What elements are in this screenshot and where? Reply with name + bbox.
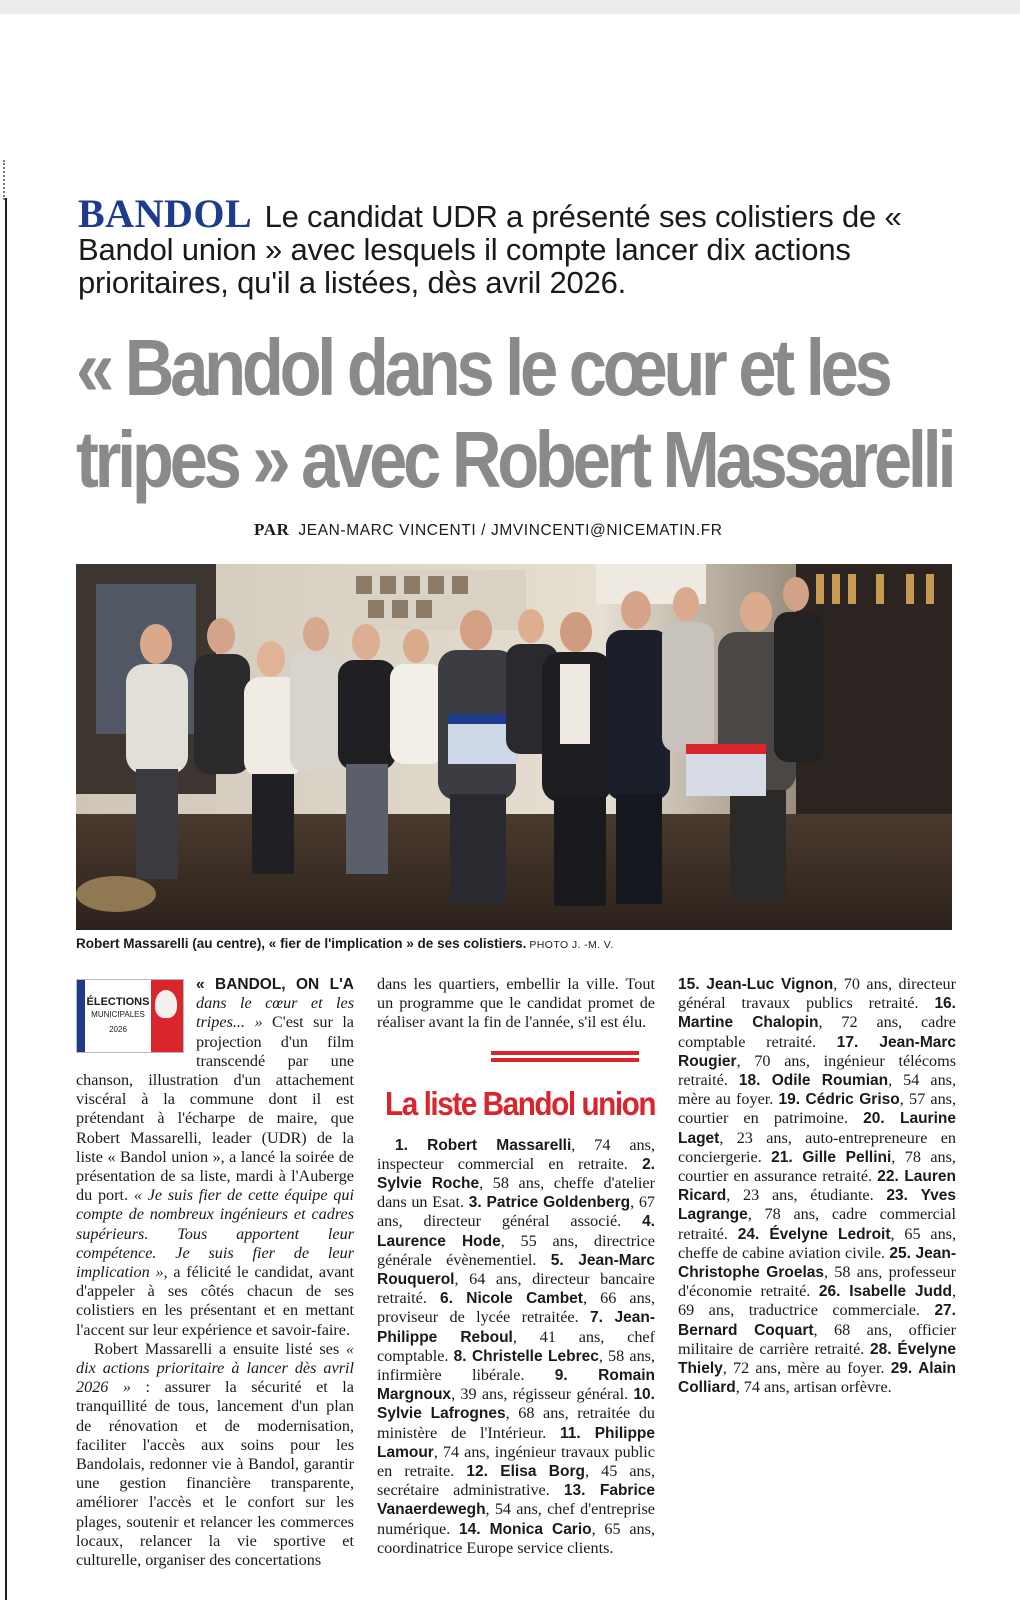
member-name: 2. Sylvie Roche: [377, 1155, 655, 1193]
member-details: , 66 ans, proviseur de lycée retraitée.: [377, 1289, 656, 1327]
article-column-2: [377, 975, 655, 1558]
left-rule: [5, 198, 7, 1600]
member-details: , 68 ans, retraitée du ministère de l'Intérieur.: [377, 1404, 656, 1442]
byline-prefix: PAR: [254, 520, 290, 539]
member-name: 20. Laurine Laget: [678, 1110, 956, 1147]
kicker-place: BANDOL: [78, 191, 253, 236]
member-name: 18. Odile Roumian: [738, 1072, 889, 1090]
member-name: 11. Philippe Lamour: [377, 1424, 656, 1461]
lead-caps: « BANDOL, ON L'A: [196, 976, 354, 993]
p2-quote: « dix actions prioritaire à lancer dès avril 2026 »: [76, 1339, 354, 1397]
member-name: 4. Laurence Hode: [377, 1213, 655, 1250]
lead-quote: dans le cœur et les tripes... »: [196, 994, 354, 1032]
member-details: , 72 ans, mère au foyer.: [722, 1359, 891, 1378]
byline: [254, 520, 954, 540]
member-details: , 54 ans, mère au foyer.: [678, 1071, 957, 1109]
member-details: , 64 ans, directeur bancaire retraité.: [377, 1270, 655, 1308]
member-details: , 65 ans, cheffe de cabine aviation civile.: [678, 1224, 957, 1262]
member-name: 29. Alain Colliard: [678, 1360, 956, 1397]
member-details: , 23 ans, auto-entrepreneure en conciergerie.: [678, 1128, 956, 1166]
p2-text-continued: dans les quartiers, embellir la ville. Tout un programme que le candidat promet de réaliser avant la fin de l'année, s'il est élu.: [377, 975, 655, 1032]
article-paragraph-2: [76, 1340, 354, 1570]
member-name: 26. Isabelle Judd: [818, 1283, 952, 1301]
p2-text-a: Robert Massarelli a ensuite listé ses: [94, 1339, 346, 1358]
byline-author: JEAN-MARC VINCENTI / JMVINCENTI@NICEMATIN.FR: [298, 522, 723, 539]
member-details: , 70 ans, ingénieur télécoms retraité.: [678, 1051, 956, 1090]
member-name: 15. Jean-Luc Vignon: [678, 976, 834, 993]
top-bar: [0, 0, 1020, 14]
p1-text-b: , a félicité le candidat, avant d'appeler à ses côtés chacun de ses colistiers en les présentant et en mettant l'accent sur leur expérience et savoir-faire.: [76, 1263, 354, 1339]
badge-line1: ÉLECTIONS: [86, 996, 150, 1008]
member-list: [377, 1136, 655, 1558]
member-name: 8. Christelle Lebrec: [453, 1347, 599, 1365]
member-details: , 78 ans, cadre commercial retraité.: [678, 1205, 956, 1243]
member-name: 16. Martine Chalopin: [678, 995, 956, 1032]
caption-credit: PHOTO J. -M. V.: [529, 939, 614, 951]
photo-caption: [76, 936, 956, 951]
member-details: , 41 ans, chef comptable.: [377, 1327, 655, 1365]
member-details: , 55 ans, directrice générale évènementiel.: [377, 1231, 655, 1269]
member-details: , 58 ans, infirmière libérale.: [377, 1346, 656, 1385]
member-name: 27. Bernard Coquart: [678, 1302, 956, 1339]
member-name: 24. Évelyne Ledroit: [737, 1225, 891, 1243]
member-name: 21. Gille Pellini: [771, 1148, 892, 1166]
member-details: , 74 ans, artisan orfèvre.: [735, 1378, 892, 1397]
marianne-icon: [155, 990, 177, 1018]
badge-blue-stripe: [77, 980, 85, 1052]
member-name: 1. Robert Massarelli: [395, 1136, 572, 1154]
member-name: 6. Nicole Cambet: [439, 1290, 583, 1308]
member-name: 12. Elisa Borg: [466, 1463, 585, 1481]
photo-illustration: [76, 564, 952, 930]
member-details: , 69 ans, traductrice commerciale.: [678, 1282, 956, 1320]
member-name: 23. Yves Lagrange: [678, 1187, 957, 1224]
member-details: , 70 ans, directeur général travaux publics retraité.: [678, 975, 956, 1013]
article-column-3: [678, 975, 956, 1397]
member-name: 25. Jean-Christophe Groelas: [678, 1244, 956, 1282]
p1-text-a: C'est sur la projection d'un film transcendé par une chanson, illustration d'un attachement viscéral à la commune dont il est prétendant à l'écharpe de maire, que Robert Massarelli, leader (UDR) de la liste « Bandol union », a lancé la soirée de présentation de sa liste, mardi à l'Auberge du port.: [76, 1013, 354, 1205]
member-details: , 78 ans, courtier en assurance retraité.: [678, 1147, 956, 1186]
member-details: , 72 ans, cadre comptable retraité.: [678, 1013, 956, 1051]
article-paragraph-2-continued: [377, 975, 655, 1033]
member-details: , 68 ans, officier militaire de carrière retraité.: [678, 1320, 956, 1358]
member-name: 14. Monica Cario: [459, 1520, 592, 1538]
kicker: [78, 191, 958, 300]
dotted-margin: [3, 160, 5, 200]
member-name: 22. Lauren Ricard: [678, 1168, 957, 1205]
kicker-text: Le candidat UDR a présenté ses colistiers de « Bandol union » avec lesquels il compte lancer dix actions prioritaires, qu'il a listées, dès avril 2026.: [78, 199, 902, 300]
p2-text-b: : assurer la sécurité et la tranquillité de tous, lancement d'un plan de rénovation et de modernisation, faciliter l'accès aux soins pour les Bandolais, redonner vie à Bandol, garantir une gestion financière transparente, améliorer l'accès et le confort sur les plages, soutenir et relancer les commerces locaux, relancer la vie sportive et culturelle, organiser des concertations: [76, 1378, 354, 1570]
member-details: , 74 ans, inspecteur commercial en retraite.: [377, 1135, 655, 1173]
badge-line2: MUNICIPALES: [91, 1010, 145, 1019]
list-title: La liste Bandol union: [385, 1084, 656, 1122]
member-details: , 39 ans, régisseur général.: [451, 1385, 634, 1404]
member-name: 19. Cédric Griso: [778, 1091, 900, 1109]
member-details: , 58 ans, cheffe d'atelier dans un Esat.: [377, 1174, 655, 1212]
member-list-continued: [678, 975, 956, 1397]
article-photo: [76, 564, 952, 930]
member-details: , 65 ans, coordinatrice Europe service clients.: [377, 1519, 655, 1557]
member-details: , 45 ans, secrétaire administrative.: [377, 1462, 655, 1500]
article-column-1: [76, 975, 354, 1570]
list-rule-top: [491, 1051, 639, 1055]
member-name: 17. Jean-Marc Rougier: [678, 1033, 957, 1070]
member-details: , 67 ans, directeur général associé.: [377, 1193, 656, 1231]
member-name: 3. Patrice Goldenberg: [468, 1194, 631, 1212]
member-name: 7. Jean-Philippe Reboul: [377, 1309, 655, 1346]
elections-badge: [76, 979, 184, 1053]
member-name: 5. Jean-Marc Rouquerol: [377, 1251, 655, 1289]
member-details: , 74 ans, ingénieur travaux public en retraite.: [377, 1442, 655, 1481]
p1-quote: « Je suis fier de cette équipe qui compte de nombreux ingénieurs et cadres supérieurs. Tous apportent leur compétence. Je suis fier de leur implication »: [76, 1186, 354, 1282]
member-name: 10. Sylvie Lafrognes: [377, 1386, 655, 1423]
badge-line3: 2026: [109, 1025, 127, 1034]
headline: « Bandol dans le cœur et les tripes » avec Robert Massarelli: [76, 323, 953, 504]
member-details: , 58 ans, professeur d'économie retraité.: [678, 1263, 957, 1301]
member-details: , 57 ans, courtier en patrimoine.: [678, 1090, 957, 1128]
caption-text: Robert Massarelli (au centre), « fier de l'implication » de ses colistiers.: [76, 936, 527, 951]
member-details: , 54 ans, chef d'entreprise numérique.: [377, 1500, 655, 1538]
member-name: 9. Romain Margnoux: [377, 1367, 655, 1404]
list-rule-bottom: [491, 1058, 639, 1062]
member-name: 28. Évelyne Thiely: [678, 1340, 956, 1378]
member-details: , 23 ans, étudiante.: [726, 1186, 887, 1205]
member-name: 13. Fabrice Vanaerdewegh: [377, 1482, 655, 1519]
